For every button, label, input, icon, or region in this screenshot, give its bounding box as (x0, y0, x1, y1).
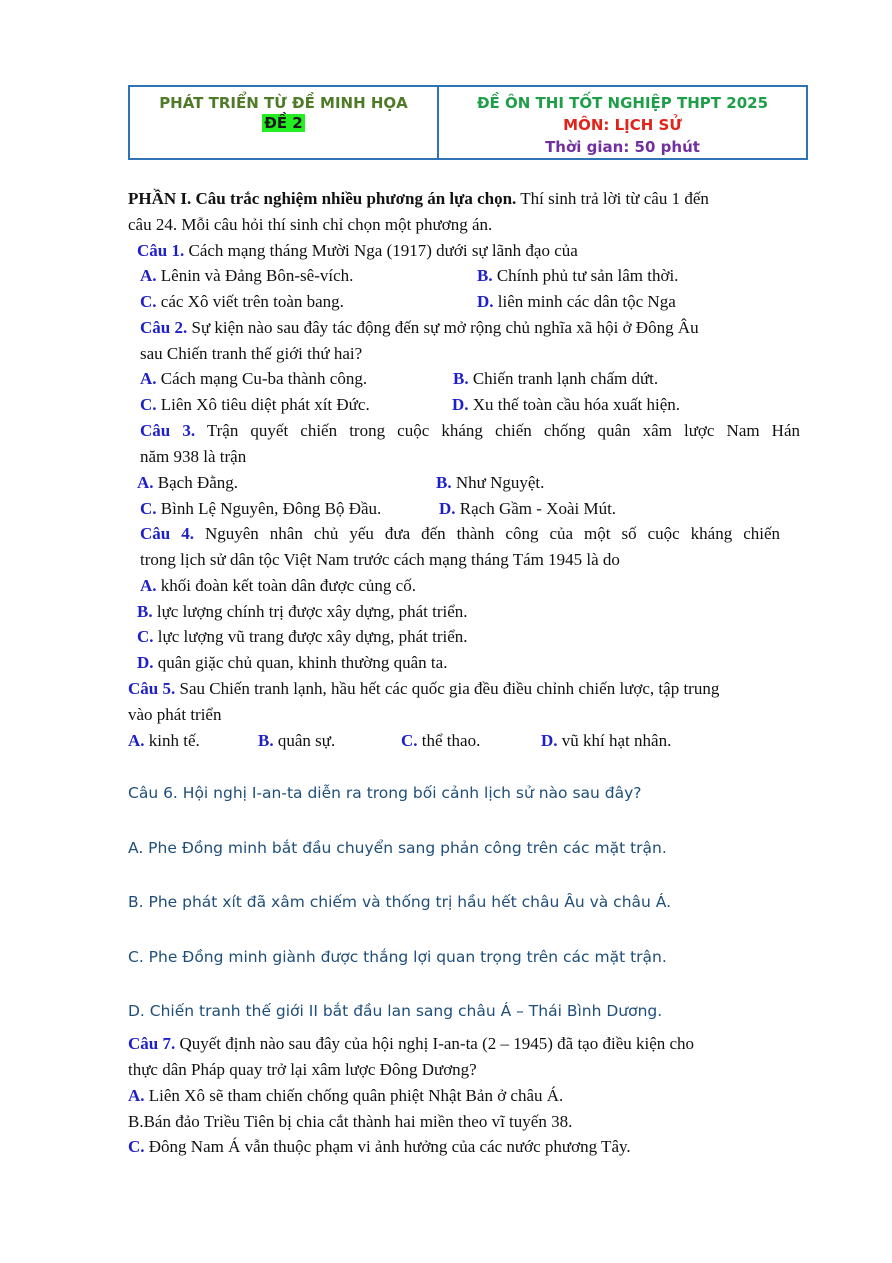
q1-option-d: D. liên minh các dân tộc Nga (477, 292, 676, 311)
question-5: Câu 5. Sau Chiến tranh lạnh, hầu hết các quốc gia đều điều chỉnh chiến lược, tập trung (128, 679, 720, 698)
q3-option-a: A. Bạch Đằng. (137, 473, 239, 492)
q6-option-d: D. Chiến tranh thế giới II bắt đầu lan sang châu Á – Thái Bình Dương. (128, 1002, 663, 1020)
time-label: Thời gian: 50 phút (545, 138, 700, 156)
question-2-cont: sau Chiến tranh thế giới thứ hai? (140, 344, 363, 363)
q7-option-b: B.Bán đảo Triều Tiên bị chia cắt thành hai miền theo vĩ tuyến 38. (128, 1112, 573, 1131)
q2-option-b: B. Chiến tranh lạnh chấm dứt. (453, 369, 659, 388)
q6-option-c: C. Phe Đồng minh giành được thắng lợi quan trọng trên các mặt trận. (128, 948, 667, 966)
q6-option-a: A. Phe Đồng minh bắt đầu chuyển sang phản công trên các mặt trận. (128, 839, 667, 857)
q7-option-c: C. Đông Nam Á vẫn thuộc phạm vi ảnh hưởng của các nước phương Tây. (128, 1137, 631, 1156)
question-4: Câu 4. Nguyên nhân chủ yếu đưa đến thành công của một số cuộc kháng chiến (140, 524, 781, 543)
question-3: Câu 3. Trận quyết chiến trong cuộc kháng chiến chống quân xâm lược Nam Hán (140, 421, 800, 440)
question-7: Câu 7. Quyết định nào sau đây của hội nghị I-an-ta (2 – 1945) đã tạo điều kiện cho (128, 1034, 695, 1053)
q1-option-a: A. Lênin và Đảng Bôn-sê-vích. (140, 266, 354, 285)
q3-option-d: D. Rạch Gầm - Xoài Mút. (439, 499, 617, 518)
exam-number-badge: ĐỀ 2 (264, 114, 303, 132)
question-7-cont: thực dân Pháp quay trở lại xâm lược Đông Dương? (128, 1060, 477, 1079)
question-2: Câu 2. Sự kiện nào sau đây tác động đến sự mở rộng chủ nghĩa xã hội ở Đông Âu (140, 318, 699, 337)
header-right-cell (439, 87, 806, 158)
q1-option-c: C. các Xô viết trên toàn bang. (140, 292, 344, 311)
q5-option-c: C. thể thao. (401, 731, 481, 750)
q5-option-b: B. quân sự. (258, 731, 336, 750)
part1-heading: PHẦN I. Câu trắc nghiệm nhiều phương án lựa chọn. Thí sinh trả lời từ câu 1 đến (128, 189, 709, 208)
q2-option-a: A. Cách mạng Cu-ba thành công. (140, 369, 368, 388)
q5-option-a: A. kinh tế. (128, 731, 200, 750)
q4-option-d: D. quân giặc chủ quan, khinh thường quân ta. (137, 653, 448, 672)
q2-option-d: D. Xu thế toàn cầu hóa xuất hiện. (452, 395, 681, 414)
q5-option-d: D. vũ khí hạt nhân. (541, 731, 672, 750)
question-4-cont: trong lịch sử dân tộc Việt Nam trước cách mạng tháng Tám 1945 là do (140, 550, 620, 569)
q3-option-c: C. Bình Lệ Nguyên, Đông Bộ Đầu. (140, 499, 382, 518)
exam-header (128, 85, 808, 160)
question-3-cont: năm 938 là trận (140, 447, 247, 466)
question-1: Câu 1. Cách mạng tháng Mười Nga (1917) dưới sự lãnh đạo của (137, 241, 578, 260)
question-6: Câu 6. Hội nghị I-an-ta diễn ra trong bối cảnh lịch sử nào sau đây? (128, 784, 642, 802)
header-left-cell (130, 87, 439, 158)
question-5-cont: vào phát triển (128, 705, 222, 724)
q2-option-c: C. Liên Xô tiêu diệt phát xít Đức. (140, 395, 370, 414)
q4-option-a: A. khối đoàn kết toàn dân được củng cố. (140, 576, 416, 595)
q6-option-b: B. Phe phát xít đã xâm chiếm và thống trị hầu hết châu Âu và châu Á. (128, 893, 672, 911)
part1-instruction: câu 24. Mỗi câu hỏi thí sinh chỉ chọn một phương án. (128, 215, 493, 234)
exam-title: ĐỀ ÔN THI TỐT NGHIỆP THPT 2025 (476, 94, 769, 112)
q7-option-a: A. Liên Xô sẽ tham chiến chống quân phiệt Nhật Bản ở châu Á. (128, 1086, 564, 1105)
q1-option-b: B. Chính phủ tư sản lâm thời. (477, 266, 679, 285)
q4-option-b: B. lực lượng chính trị được xây dựng, phát triển. (137, 602, 468, 621)
subject-label: MÔN: LỊCH SỬ (563, 116, 682, 134)
q4-option-c: C. lực lượng vũ trang được xây dựng, phát triển. (137, 627, 468, 646)
source-label: PHÁT TRIỂN TỪ ĐỀ MINH HỌA (159, 94, 408, 112)
q3-option-b: B. Như Nguyệt. (436, 473, 545, 492)
